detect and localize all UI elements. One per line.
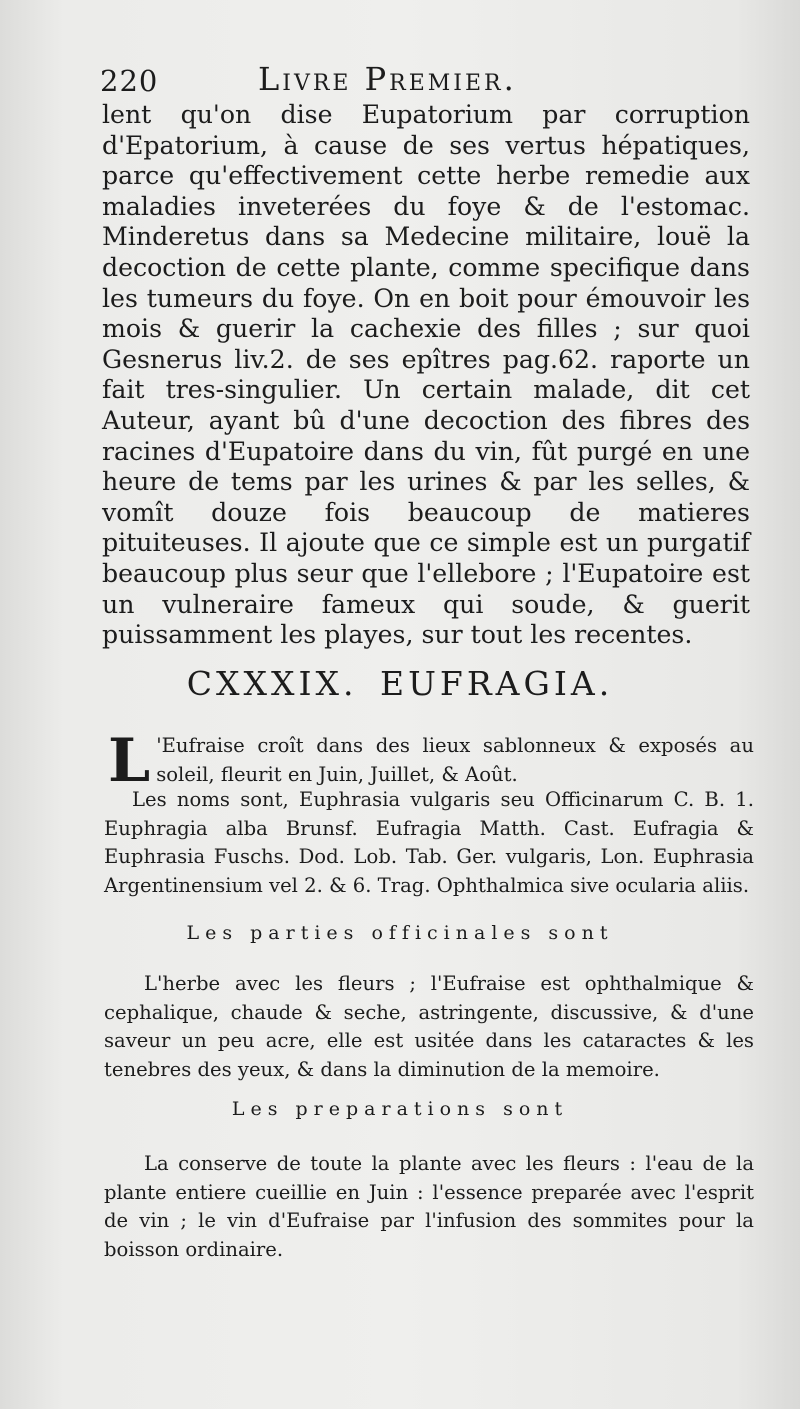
preparations-paragraph: [104, 1150, 754, 1264]
parts-paragraph: [104, 970, 754, 1084]
page-header: [100, 56, 760, 100]
parts-text: L'herbe avec les fleurs ; l'Eufraise est ophthalmique & cephalique, chaude & seche, astringente, discussive, & d'une saveur un peu acre, elle est usitée dans les cataractes & les tenebres des yeux, & dans la diminution de la memoire.: [104, 972, 754, 1081]
intro-text: 'Eufraise croît dans des lieux sablonneux & exposés au soleil, fleurit en Juin, Juillet, & Août.: [156, 734, 754, 786]
page-number: 220: [100, 64, 159, 98]
continuation-paragraph: [102, 100, 750, 651]
names-text: Les noms sont, Euphrasia vulgaris seu Officinarum C. B. 1. Euphragia alba Brunsf. Eufragia Matth. Cast. Eufragia & Euphrasia Fuschs. Dod. Lob. Tab. Ger. vulgaris, Lon. Euphrasia Argentinensium vel 2. & 6. Trag. Ophthalmica sive ocularia aliis.: [104, 788, 754, 897]
preparations-heading: Les preparations sont: [231, 1098, 569, 1120]
parts-heading: Les parties officinales sont: [186, 922, 614, 944]
preparations-text: La conserve de toute la plante avec les fleurs : l'eau de la plante entiere cueillie en Juin : l'essence preparée avec l'esprit de vin ; le vin d'Eufraise par l'infusion des sommites pour la boisson ordinaire.: [104, 1152, 754, 1261]
section-title: CXXXIX. EUFRAGIA.: [186, 664, 614, 703]
intro-paragraph: [104, 726, 754, 796]
names-paragraph: [104, 786, 754, 900]
drop-cap: L: [108, 726, 151, 796]
running-title: Livre Premier.: [258, 60, 517, 98]
continuation-text: lent qu'on dise Eupatorium par corruption d'Epatorium, à cause de ses vertus hépatiques, parce qu'effectivement cette herbe remedie aux maladies inveterées du foye & de l'estomac. Minderetus dans sa Medecine militaire, louë la decoction de cette plante, comme specifique dans les tumeurs du foye. On en boit pour émouvoir les mois & guerir la cachexie des filles ; sur quoi Gesnerus liv.2. de ses epîtres pag.62. raporte un fait tres-singulier. Un certain malade, dit cet Auteur, ayant bû d'une decoction des fibres des racines d'Eupatoire dans du vin, fût purgé en une heure de tems par les urines & par les selles, & vomît douze fois beaucoup de matieres pituiteuses. Il ajoute que ce simple est un purgatif beaucoup plus seur que l'ellebore ; l'Eupatoire est un vulneraire fameux qui soude, & guerit puissamment les playes, sur tout les recentes.: [102, 100, 750, 650]
